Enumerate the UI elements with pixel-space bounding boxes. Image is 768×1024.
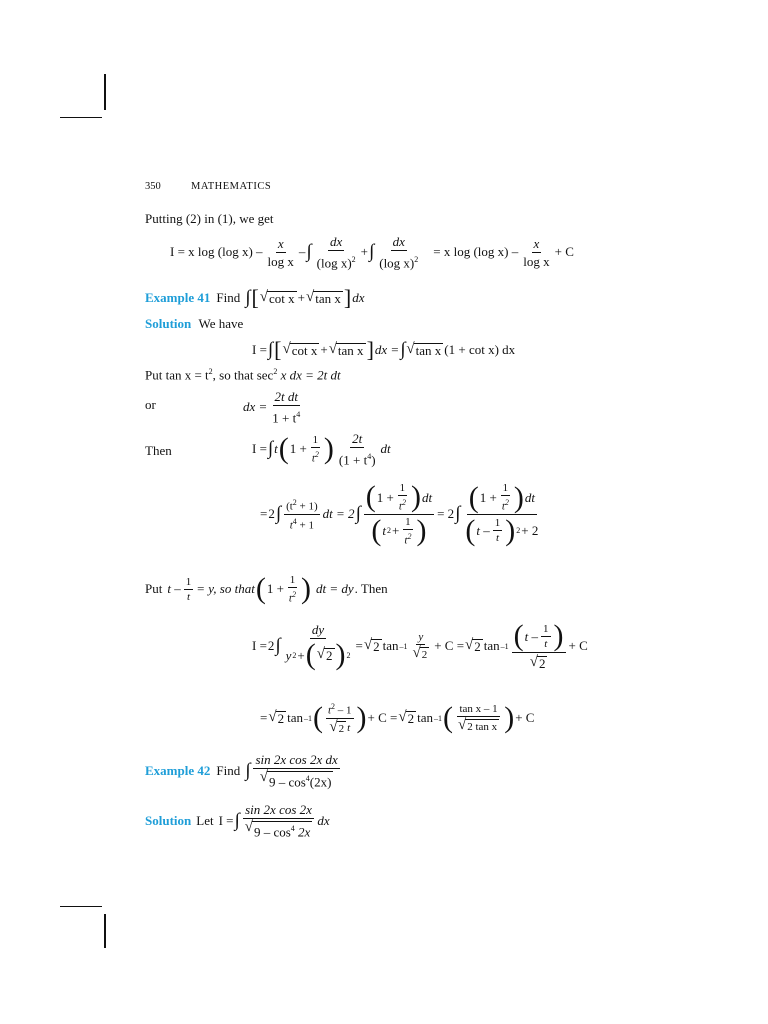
or-frac: $\frac{\text{2t dt}}{1 + t^4}$ [272,389,301,426]
eq5-frac-2: tan x – 1 √ 2 tan x [458,702,498,733]
crop-mark-bottom [104,914,106,948]
put1-exp2: 2 [273,367,278,376]
eq4-frac-1: dy y 2 + ( √ 2 ) 2 [285,622,351,671]
eq2-lhs: I = [252,342,267,357]
example-41 [145,285,364,311]
then-frac-1: $\frac{1}{t^2}$ [311,433,319,465]
put2-frac: $\frac{1}{t}$ [185,575,192,603]
right-paren: ) [323,432,334,466]
right-paren: ) [356,701,367,735]
eq3-frac-3: ( 1 + $\frac{1}{t^2}$ ) dt ( t – $\frac{1}{t}$ ) 2 + 2 [465,480,539,547]
put2-a: Put [145,581,163,597]
crop-line-top [60,117,102,118]
crop-mark-top [104,74,106,110]
put1-b: , so that sec [212,367,274,383]
eq3-two: 2 [268,506,275,522]
eq4-two: 2 [267,638,275,653]
left-paren: ( [278,432,289,466]
integral-sign: ∫ [234,809,240,831]
eq4-eq: = [355,638,363,653]
solution-42-lhs: I = [218,812,234,828]
eq1-tail: + C [554,244,574,260]
left-bracket: [ [274,337,282,362]
eq1-frac-1: $\frac{x}{\text{log x}}$ [267,235,294,269]
eq5-inv: –1 [303,713,312,723]
right-paren: ) [300,572,311,606]
eq2-tail: (1 + cot x) dx [444,342,516,357]
eq5-inv-2: –1 [434,713,442,723]
crop-line-bottom [60,906,102,907]
or-label: or [145,397,156,412]
eq5-tan-2: tan [417,710,433,726]
solution-42-dx: dx [317,812,330,828]
eq3-dt-eq: dt = 2 [322,506,355,522]
equation-3 [260,482,542,546]
right-bracket: ] [366,337,374,362]
equation-1 [170,234,574,270]
plus-sign: + [297,290,305,305]
left-bracket: [ [251,285,259,310]
eq4-plus-c: + C = [434,638,465,653]
left-paren: ( [443,701,453,735]
put2-eq-y: = y, so that [196,581,255,597]
eq1-frac-4: $\frac{x}{\text{log x}}$ [523,235,550,269]
then-t: t [274,441,278,457]
left-paren: ( [312,701,323,735]
solution-41-label: Solution [145,316,192,331]
eq4-tan: tan [382,638,399,653]
eq1-rhs: = x log (log x) – [433,244,519,260]
intro-text: Putting (2) in (1), we get [145,211,274,226]
eq3-eq2: = 2 [437,506,455,522]
integral-sign: ∫ [275,503,282,525]
eq5-plus-c: + C = [367,710,398,726]
eq3-frac-1: $\frac{(t^2 + 1)}{t^4 + 1}$ [286,498,318,532]
sqrt-cot: √ cot x [282,341,318,358]
equation-2 [252,337,515,363]
eq4-inv: –1 [399,641,408,651]
eq4-frac-3: ( t – $\frac{1}{t}$ ) √ 2 [513,619,564,672]
eq4-inv-2: –1 [500,641,509,651]
solution-42 [145,802,330,839]
then-dt: dt [380,441,391,457]
eq1-lhs: I = x log (log x) – [170,244,263,260]
equation-4 [252,621,588,671]
then-label: Then [145,443,172,458]
integral-sign: ∫ [369,241,375,263]
sqrt-tan: √ tan x [328,341,364,358]
left-paren: ( [255,572,266,606]
put1-exp: 2 [208,367,213,376]
eq4-frac-2: y √ 2 [412,630,428,661]
eq5-frac-1: $t^2 - 1$ √ 2 t [327,702,352,735]
eq3-eq: = [260,506,268,522]
eq1-frac-3: $\frac{dx}{(\log x)^2}$ [379,234,419,271]
eq5-tan: tan [287,710,303,726]
eq5-eq: = [260,710,268,726]
page-number: 350 [145,181,161,192]
sqrt-2: √ 2 [363,637,380,654]
example-41-find: Find [216,290,241,305]
sqrt-2: √ 2 [398,709,415,727]
put-line-2 [145,574,388,605]
integral-sign: ∫ [275,635,281,656]
integral-sign: ∫ [267,438,274,460]
eq2-dx: dx = [374,342,400,357]
example-41-label: Example 41 [145,290,211,305]
or-equation [243,389,304,425]
put2-one-plus: 1 + [266,581,284,597]
put1-c: x dx = 2t dt [277,367,341,383]
plus-sign: + [320,342,328,357]
eq5-plus-c2: + C [515,710,535,726]
eq3-frac-2: ( 1 + $\frac{1}{t^2}$ ) dt ( t 2 + $\frac{1}{t^2}$ ) [365,480,433,547]
integral-sign: ∫ [245,287,251,308]
put2-dt: dt = dy [315,581,354,597]
integral-sign: ∫ [267,339,274,360]
solution-42-label: Solution [145,812,192,828]
put1-a: Put tan x = t [145,367,209,383]
example-42 [145,752,342,789]
eq4-tan-2: tan [483,638,500,653]
solution-41-text: We have [198,316,244,331]
solution-42-text: Let [196,812,214,828]
eq1-plus: + [360,244,369,260]
integral-sign: ∫ [400,339,406,360]
eq1-frac-2: $\frac{dx}{(\log x)^2}$ [316,234,356,271]
or-lhs: dx = [243,399,268,415]
then-lhs: I = [252,441,267,457]
put2-then: . Then [354,581,388,597]
solution-42-frac: sin 2x cos 2x √ $9 - \cos^4 2x$ [244,802,312,840]
sqrt-tan-2: √ tan x [406,341,442,358]
sqrt-2: √ 2 [268,709,285,727]
put2-t-minus: t – [167,581,181,597]
right-paren: ) [504,701,515,735]
integral-sign: ∫ [306,241,312,263]
sqrt-cot: √ cot x [259,289,295,306]
then-one-plus: 1 + [289,441,307,457]
dx: dx [352,290,365,305]
eq1-minus: – [298,244,306,260]
integral-sign: ∫ [355,503,361,525]
solution-41 [145,316,243,332]
example-42-label: Example 42 [145,762,211,778]
then-frac-2: $\frac{2t}{(1 + t^4)}$ [338,431,376,468]
eq4-lhs: I = [252,638,267,653]
sqrt-2: √ 2 [465,637,481,654]
example-42-frac: sin 2x cos 2x dx √ $9 - \cos^4(2x)$ [255,752,338,790]
running-title: MATHEMATICS [191,181,272,192]
example-42-find: Find [216,762,241,778]
eq4-plus-c2: + C [568,638,588,653]
equation-5 [260,701,534,736]
integral-sign: ∫ [245,759,251,781]
right-bracket: ] [343,285,352,310]
then-equation [252,431,391,467]
put-line-1 [145,367,341,383]
put2-frac-2: $\frac{1}{t^2}$ [288,574,296,605]
sqrt-tan: √ tan x [305,289,341,306]
integral-sign: ∫ [455,503,461,525]
